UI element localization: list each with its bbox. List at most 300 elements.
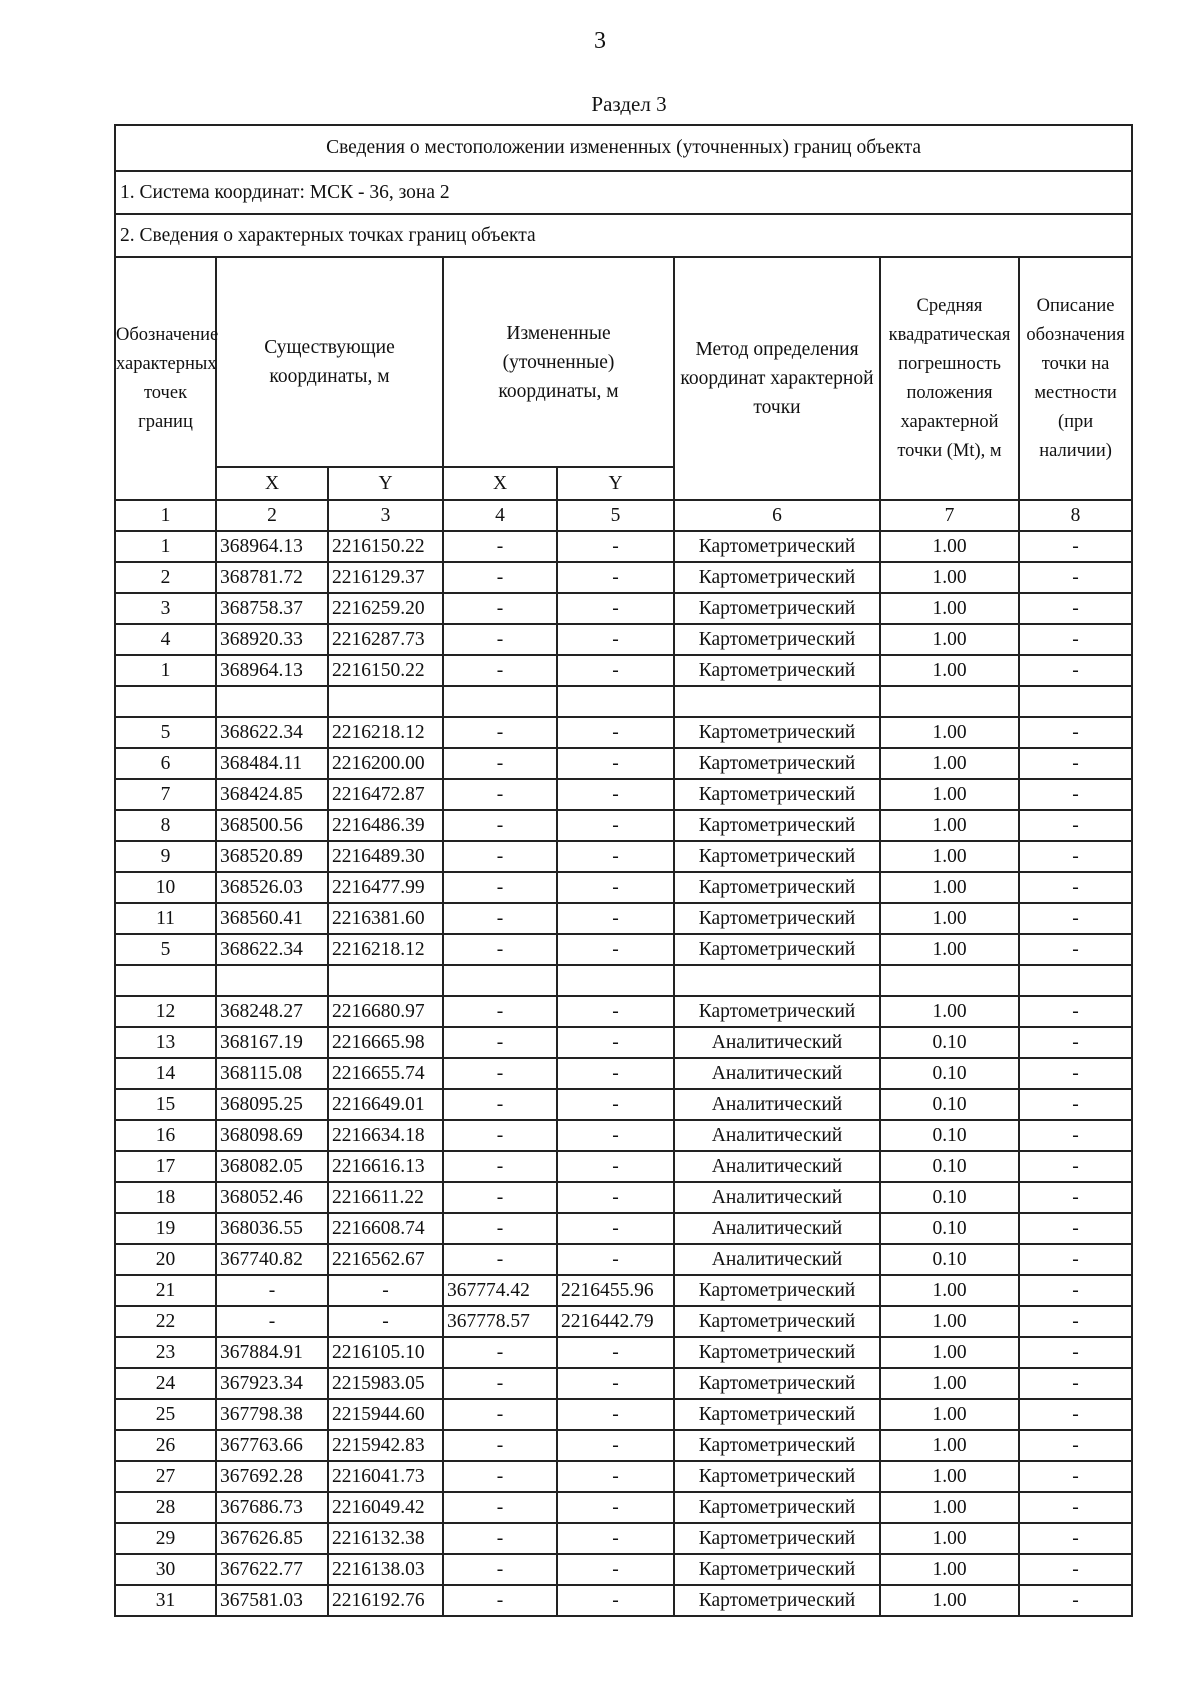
changed-y-cell bbox=[557, 965, 674, 996]
changed-x-cell: - bbox=[443, 903, 557, 934]
table-row bbox=[115, 1368, 1132, 1399]
separator-row bbox=[115, 686, 1132, 717]
point-number-cell: 2 bbox=[115, 562, 216, 593]
changed-x-cell: - bbox=[443, 717, 557, 748]
column-numbers-row bbox=[115, 500, 1132, 531]
changed-y-cell: - bbox=[557, 1151, 674, 1182]
existing-y-cell: 2216472.87 bbox=[328, 779, 443, 810]
changed-y-cell: - bbox=[557, 1492, 674, 1523]
table-row bbox=[115, 562, 1132, 593]
changed-x-cell bbox=[443, 686, 557, 717]
table-row bbox=[115, 810, 1132, 841]
table-row bbox=[115, 593, 1132, 624]
description-cell: - bbox=[1019, 1058, 1132, 1089]
description-cell: - bbox=[1019, 1151, 1132, 1182]
changed-y-cell: - bbox=[557, 1058, 674, 1089]
existing-x-cell: 368560.41 bbox=[216, 903, 328, 934]
existing-x-cell: 368964.13 bbox=[216, 655, 328, 686]
column-number: 6 bbox=[674, 500, 880, 531]
method-cell: Картометрический bbox=[674, 655, 880, 686]
description-cell: - bbox=[1019, 1213, 1132, 1244]
existing-x-cell: 368095.25 bbox=[216, 1089, 328, 1120]
error-cell: 1.00 bbox=[880, 1492, 1019, 1523]
description-cell: - bbox=[1019, 1337, 1132, 1368]
method-cell: Картометрический bbox=[674, 996, 880, 1027]
header-method: Метод определения координат характерной точки bbox=[674, 257, 880, 500]
existing-y-cell: 2216129.37 bbox=[328, 562, 443, 593]
table-title: Сведения о местоположении измененных (уточненных) границ объекта bbox=[115, 125, 1132, 171]
description-cell: - bbox=[1019, 562, 1132, 593]
error-cell: 1.00 bbox=[880, 1368, 1019, 1399]
changed-y-cell: - bbox=[557, 1182, 674, 1213]
table-row bbox=[115, 1492, 1132, 1523]
changed-y-cell: - bbox=[557, 624, 674, 655]
error-cell: 0.10 bbox=[880, 1058, 1019, 1089]
changed-x-cell: - bbox=[443, 1368, 557, 1399]
separator-row bbox=[115, 965, 1132, 996]
boundary-points-table bbox=[114, 124, 1133, 1617]
method-cell: Картометрический bbox=[674, 810, 880, 841]
existing-x-cell: 368248.27 bbox=[216, 996, 328, 1027]
existing-x-cell: 367884.91 bbox=[216, 1337, 328, 1368]
error-cell: 1.00 bbox=[880, 872, 1019, 903]
method-cell: Аналитический bbox=[674, 1120, 880, 1151]
points-heading: 2. Сведения о характерных точках границ объекта bbox=[115, 214, 1132, 257]
column-number: 2 bbox=[216, 500, 328, 531]
table-row bbox=[115, 1027, 1132, 1058]
point-number-cell bbox=[115, 686, 216, 717]
existing-y-cell: 2216611.22 bbox=[328, 1182, 443, 1213]
existing-y-cell: 2216132.38 bbox=[328, 1523, 443, 1554]
existing-y-cell: 2216105.10 bbox=[328, 1337, 443, 1368]
existing-y-cell: 2216616.13 bbox=[328, 1151, 443, 1182]
error-cell: 1.00 bbox=[880, 717, 1019, 748]
existing-y-cell: 2216192.76 bbox=[328, 1585, 443, 1616]
existing-x-cell: 368781.72 bbox=[216, 562, 328, 593]
changed-y-cell: - bbox=[557, 1027, 674, 1058]
point-number-cell: 5 bbox=[115, 717, 216, 748]
changed-y-cell: - bbox=[557, 1368, 674, 1399]
existing-x-cell: 367626.85 bbox=[216, 1523, 328, 1554]
changed-x-cell: 367774.42 bbox=[443, 1275, 557, 1306]
description-cell: - bbox=[1019, 593, 1132, 624]
existing-y-cell: 2216200.00 bbox=[328, 748, 443, 779]
method-cell: Картометрический bbox=[674, 1554, 880, 1585]
method-cell: Картометрический bbox=[674, 593, 880, 624]
existing-x-cell: 368424.85 bbox=[216, 779, 328, 810]
changed-x-cell: - bbox=[443, 531, 557, 562]
method-cell: Аналитический bbox=[674, 1213, 880, 1244]
point-number-cell: 20 bbox=[115, 1244, 216, 1275]
method-cell: Картометрический bbox=[674, 1492, 880, 1523]
changed-y-cell: - bbox=[557, 562, 674, 593]
point-number-cell: 18 bbox=[115, 1182, 216, 1213]
changed-x-cell: - bbox=[443, 1523, 557, 1554]
error-cell: 1.00 bbox=[880, 1275, 1019, 1306]
method-cell: Картометрический bbox=[674, 748, 880, 779]
method-cell: Картометрический bbox=[674, 903, 880, 934]
changed-y-cell: 2216455.96 bbox=[557, 1275, 674, 1306]
existing-y-cell: 2216381.60 bbox=[328, 903, 443, 934]
description-cell: - bbox=[1019, 1461, 1132, 1492]
column-number: 1 bbox=[115, 500, 216, 531]
header-description: Описание обозначения точки на местности (при наличии) bbox=[1019, 257, 1132, 500]
page-number: 3 bbox=[594, 28, 606, 54]
column-number: 5 bbox=[557, 500, 674, 531]
description-cell: - bbox=[1019, 717, 1132, 748]
error-cell: 0.10 bbox=[880, 1120, 1019, 1151]
existing-y-cell: 2216287.73 bbox=[328, 624, 443, 655]
description-cell: - bbox=[1019, 748, 1132, 779]
existing-x-cell bbox=[216, 686, 328, 717]
table-row bbox=[115, 1120, 1132, 1151]
error-cell: 0.10 bbox=[880, 1244, 1019, 1275]
error-cell: 1.00 bbox=[880, 562, 1019, 593]
changed-y-cell: - bbox=[557, 1585, 674, 1616]
description-cell: - bbox=[1019, 810, 1132, 841]
header-changed-y: Y bbox=[557, 467, 674, 500]
changed-y-cell: - bbox=[557, 1213, 674, 1244]
existing-x-cell: 368526.03 bbox=[216, 872, 328, 903]
changed-x-cell: - bbox=[443, 1492, 557, 1523]
description-cell: - bbox=[1019, 655, 1132, 686]
changed-y-cell: - bbox=[557, 1461, 674, 1492]
table-row bbox=[115, 779, 1132, 810]
point-number-cell: 16 bbox=[115, 1120, 216, 1151]
existing-x-cell: 368964.13 bbox=[216, 531, 328, 562]
description-cell: - bbox=[1019, 1399, 1132, 1430]
error-cell: 0.10 bbox=[880, 1027, 1019, 1058]
changed-x-cell: - bbox=[443, 1585, 557, 1616]
table-row bbox=[115, 1585, 1132, 1616]
method-cell: Картометрический bbox=[674, 779, 880, 810]
description-cell: - bbox=[1019, 1306, 1132, 1337]
point-number-cell: 24 bbox=[115, 1368, 216, 1399]
existing-y-cell: 2216259.20 bbox=[328, 593, 443, 624]
description-cell: - bbox=[1019, 1430, 1132, 1461]
changed-y-cell: - bbox=[557, 934, 674, 965]
point-number-cell: 30 bbox=[115, 1554, 216, 1585]
changed-x-cell: - bbox=[443, 1244, 557, 1275]
description-cell: - bbox=[1019, 779, 1132, 810]
error-cell: 1.00 bbox=[880, 1585, 1019, 1616]
changed-y-cell: - bbox=[557, 655, 674, 686]
point-number-cell: 23 bbox=[115, 1337, 216, 1368]
error-cell: 1.00 bbox=[880, 1461, 1019, 1492]
changed-y-cell: - bbox=[557, 531, 674, 562]
header-existing-coords bbox=[216, 257, 443, 467]
changed-y-cell: - bbox=[557, 903, 674, 934]
table-row bbox=[115, 996, 1132, 1027]
method-cell: Картометрический bbox=[674, 1399, 880, 1430]
error-cell: 1.00 bbox=[880, 1399, 1019, 1430]
changed-x-cell: - bbox=[443, 779, 557, 810]
existing-y-cell: 2216041.73 bbox=[328, 1461, 443, 1492]
description-cell: - bbox=[1019, 1120, 1132, 1151]
changed-y-cell: - bbox=[557, 996, 674, 1027]
existing-x-cell: 367622.77 bbox=[216, 1554, 328, 1585]
method-cell: Картометрический bbox=[674, 1306, 880, 1337]
point-number-cell: 26 bbox=[115, 1430, 216, 1461]
existing-y-cell: 2216150.22 bbox=[328, 655, 443, 686]
method-cell: Аналитический bbox=[674, 1089, 880, 1120]
method-cell: Аналитический bbox=[674, 1244, 880, 1275]
changed-y-cell: - bbox=[557, 1523, 674, 1554]
method-cell: Аналитический bbox=[674, 1182, 880, 1213]
description-cell: - bbox=[1019, 1027, 1132, 1058]
error-cell: 0.10 bbox=[880, 1089, 1019, 1120]
changed-x-cell: - bbox=[443, 1058, 557, 1089]
point-number-cell bbox=[115, 965, 216, 996]
point-number-cell: 17 bbox=[115, 1151, 216, 1182]
existing-y-cell: 2216218.12 bbox=[328, 717, 443, 748]
description-cell: - bbox=[1019, 1275, 1132, 1306]
point-number-cell: 29 bbox=[115, 1523, 216, 1554]
changed-x-cell: 367778.57 bbox=[443, 1306, 557, 1337]
existing-y-cell: 2216218.12 bbox=[328, 934, 443, 965]
table-row bbox=[115, 624, 1132, 655]
method-cell: Картометрический bbox=[674, 1368, 880, 1399]
existing-x-cell: 367686.73 bbox=[216, 1492, 328, 1523]
section-title: Раздел 3 bbox=[591, 92, 667, 116]
header-changed-x: X bbox=[443, 467, 557, 500]
point-number-cell: 22 bbox=[115, 1306, 216, 1337]
existing-x-cell: 368082.05 bbox=[216, 1151, 328, 1182]
table-row bbox=[115, 934, 1132, 965]
changed-y-cell: - bbox=[557, 841, 674, 872]
existing-y-cell: 2216049.42 bbox=[328, 1492, 443, 1523]
method-cell: Картометрический bbox=[674, 624, 880, 655]
changed-y-cell: - bbox=[557, 872, 674, 903]
existing-x-cell: - bbox=[216, 1306, 328, 1337]
existing-y-cell: 2215983.05 bbox=[328, 1368, 443, 1399]
coordinate-system: 1. Система координат: МСК - 36, зона 2 bbox=[115, 171, 1132, 214]
error-cell: 1.00 bbox=[880, 1306, 1019, 1337]
changed-y-cell: - bbox=[557, 1399, 674, 1430]
point-number-cell: 1 bbox=[115, 655, 216, 686]
description-cell: - bbox=[1019, 872, 1132, 903]
existing-y-cell: - bbox=[328, 1275, 443, 1306]
error-cell: 1.00 bbox=[880, 1337, 1019, 1368]
table-row bbox=[115, 1554, 1132, 1585]
error-cell: 0.10 bbox=[880, 1213, 1019, 1244]
existing-x-cell: - bbox=[216, 1275, 328, 1306]
description-cell bbox=[1019, 965, 1132, 996]
existing-x-cell: 367763.66 bbox=[216, 1430, 328, 1461]
point-number-cell: 21 bbox=[115, 1275, 216, 1306]
changed-x-cell: - bbox=[443, 996, 557, 1027]
existing-y-cell: 2216477.99 bbox=[328, 872, 443, 903]
point-number-cell: 15 bbox=[115, 1089, 216, 1120]
header-error: Средняя квадратическая погрешность положения характерной точки (Mt), м bbox=[880, 257, 1019, 500]
point-number-cell: 27 bbox=[115, 1461, 216, 1492]
changed-y-cell: - bbox=[557, 779, 674, 810]
existing-y-cell: 2215944.60 bbox=[328, 1399, 443, 1430]
error-cell bbox=[880, 686, 1019, 717]
point-number-cell: 3 bbox=[115, 593, 216, 624]
table-row bbox=[115, 1058, 1132, 1089]
existing-x-cell: 368167.19 bbox=[216, 1027, 328, 1058]
method-cell bbox=[674, 965, 880, 996]
table-row bbox=[115, 655, 1132, 686]
error-cell: 1.00 bbox=[880, 531, 1019, 562]
existing-y-cell: 2216562.67 bbox=[328, 1244, 443, 1275]
point-number-cell: 6 bbox=[115, 748, 216, 779]
table-row bbox=[115, 841, 1132, 872]
table-row bbox=[115, 1213, 1132, 1244]
header-changed-coords-text: Измененные (уточненные) координаты, м bbox=[498, 322, 619, 402]
table-row bbox=[115, 1523, 1132, 1554]
point-number-cell: 13 bbox=[115, 1027, 216, 1058]
existing-x-cell bbox=[216, 965, 328, 996]
description-cell: - bbox=[1019, 1585, 1132, 1616]
point-number-cell: 14 bbox=[115, 1058, 216, 1089]
existing-x-cell: 368484.11 bbox=[216, 748, 328, 779]
existing-x-cell: 368115.08 bbox=[216, 1058, 328, 1089]
existing-x-cell: 368622.34 bbox=[216, 934, 328, 965]
existing-y-cell: 2216486.39 bbox=[328, 810, 443, 841]
table-row bbox=[115, 1244, 1132, 1275]
error-cell: 1.00 bbox=[880, 1523, 1019, 1554]
method-cell: Аналитический bbox=[674, 1058, 880, 1089]
existing-x-cell: 367798.38 bbox=[216, 1399, 328, 1430]
point-number-cell: 1 bbox=[115, 531, 216, 562]
table-row bbox=[115, 1461, 1132, 1492]
changed-x-cell: - bbox=[443, 1461, 557, 1492]
table-row bbox=[115, 1275, 1132, 1306]
existing-y-cell bbox=[328, 965, 443, 996]
existing-y-cell: 2216138.03 bbox=[328, 1554, 443, 1585]
description-cell: - bbox=[1019, 1182, 1132, 1213]
description-cell: - bbox=[1019, 624, 1132, 655]
error-cell: 1.00 bbox=[880, 593, 1019, 624]
point-number-cell: 12 bbox=[115, 996, 216, 1027]
header-existing-x: X bbox=[216, 467, 328, 500]
changed-x-cell: - bbox=[443, 1554, 557, 1585]
existing-y-cell: 2216649.01 bbox=[328, 1089, 443, 1120]
description-cell bbox=[1019, 686, 1132, 717]
description-cell: - bbox=[1019, 1554, 1132, 1585]
point-number-cell: 11 bbox=[115, 903, 216, 934]
method-cell: Аналитический bbox=[674, 1151, 880, 1182]
point-number-cell: 4 bbox=[115, 624, 216, 655]
changed-x-cell: - bbox=[443, 562, 557, 593]
method-cell: Картометрический bbox=[674, 872, 880, 903]
changed-y-cell: - bbox=[557, 1120, 674, 1151]
existing-x-cell: 368520.89 bbox=[216, 841, 328, 872]
changed-y-cell: - bbox=[557, 1337, 674, 1368]
description-cell: - bbox=[1019, 1244, 1132, 1275]
error-cell: 1.00 bbox=[880, 841, 1019, 872]
column-number: 4 bbox=[443, 500, 557, 531]
existing-y-cell: - bbox=[328, 1306, 443, 1337]
changed-y-cell: - bbox=[557, 810, 674, 841]
changed-y-cell: - bbox=[557, 748, 674, 779]
changed-y-cell: - bbox=[557, 1089, 674, 1120]
existing-x-cell: 367740.82 bbox=[216, 1244, 328, 1275]
point-number-cell: 31 bbox=[115, 1585, 216, 1616]
error-cell: 1.00 bbox=[880, 779, 1019, 810]
description-cell: - bbox=[1019, 934, 1132, 965]
method-cell: Картометрический bbox=[674, 531, 880, 562]
existing-x-cell: 367692.28 bbox=[216, 1461, 328, 1492]
description-cell: - bbox=[1019, 996, 1132, 1027]
method-cell: Картометрический bbox=[674, 934, 880, 965]
method-cell: Картометрический bbox=[674, 717, 880, 748]
method-cell: Картометрический bbox=[674, 1430, 880, 1461]
method-cell: Картометрический bbox=[674, 841, 880, 872]
changed-x-cell: - bbox=[443, 934, 557, 965]
point-number-cell: 25 bbox=[115, 1399, 216, 1430]
method-cell: Картометрический bbox=[674, 1275, 880, 1306]
table-row bbox=[115, 1182, 1132, 1213]
error-cell: 1.00 bbox=[880, 748, 1019, 779]
existing-y-cell bbox=[328, 686, 443, 717]
description-cell: - bbox=[1019, 1089, 1132, 1120]
changed-x-cell: - bbox=[443, 1027, 557, 1058]
table-row bbox=[115, 531, 1132, 562]
changed-x-cell: - bbox=[443, 1337, 557, 1368]
existing-x-cell: 368098.69 bbox=[216, 1120, 328, 1151]
existing-y-cell: 2216634.18 bbox=[328, 1120, 443, 1151]
column-number: 3 bbox=[328, 500, 443, 531]
table-row bbox=[115, 748, 1132, 779]
changed-x-cell: - bbox=[443, 841, 557, 872]
point-number-cell: 7 bbox=[115, 779, 216, 810]
error-cell: 1.00 bbox=[880, 810, 1019, 841]
existing-x-cell: 368758.37 bbox=[216, 593, 328, 624]
changed-x-cell: - bbox=[443, 872, 557, 903]
table-body bbox=[115, 531, 1132, 1616]
existing-y-cell: 2216665.98 bbox=[328, 1027, 443, 1058]
point-number-cell: 9 bbox=[115, 841, 216, 872]
method-cell: Картометрический bbox=[674, 1585, 880, 1616]
table-row bbox=[115, 1430, 1132, 1461]
point-number-cell: 19 bbox=[115, 1213, 216, 1244]
column-number: 8 bbox=[1019, 500, 1132, 531]
existing-y-cell: 2216150.22 bbox=[328, 531, 443, 562]
changed-y-cell: - bbox=[557, 593, 674, 624]
description-cell: - bbox=[1019, 1368, 1132, 1399]
changed-x-cell: - bbox=[443, 593, 557, 624]
changed-y-cell: - bbox=[557, 1244, 674, 1275]
point-number-cell: 28 bbox=[115, 1492, 216, 1523]
error-cell: 1.00 bbox=[880, 934, 1019, 965]
description-cell: - bbox=[1019, 1523, 1132, 1554]
error-cell: 1.00 bbox=[880, 655, 1019, 686]
error-cell: 1.00 bbox=[880, 1430, 1019, 1461]
changed-x-cell: - bbox=[443, 624, 557, 655]
existing-x-cell: 368920.33 bbox=[216, 624, 328, 655]
column-number: 7 bbox=[880, 500, 1019, 531]
changed-y-cell bbox=[557, 686, 674, 717]
point-number-cell: 10 bbox=[115, 872, 216, 903]
changed-x-cell: - bbox=[443, 1120, 557, 1151]
table-row bbox=[115, 1089, 1132, 1120]
changed-x-cell bbox=[443, 965, 557, 996]
existing-x-cell: 368622.34 bbox=[216, 717, 328, 748]
existing-y-cell: 2216655.74 bbox=[328, 1058, 443, 1089]
changed-x-cell: - bbox=[443, 655, 557, 686]
point-number-cell: 5 bbox=[115, 934, 216, 965]
table-row bbox=[115, 1399, 1132, 1430]
error-cell bbox=[880, 965, 1019, 996]
existing-x-cell: 368500.56 bbox=[216, 810, 328, 841]
header-changed-coords bbox=[443, 257, 674, 467]
changed-x-cell: - bbox=[443, 1182, 557, 1213]
existing-x-cell: 367581.03 bbox=[216, 1585, 328, 1616]
method-cell: Картометрический bbox=[674, 1523, 880, 1554]
